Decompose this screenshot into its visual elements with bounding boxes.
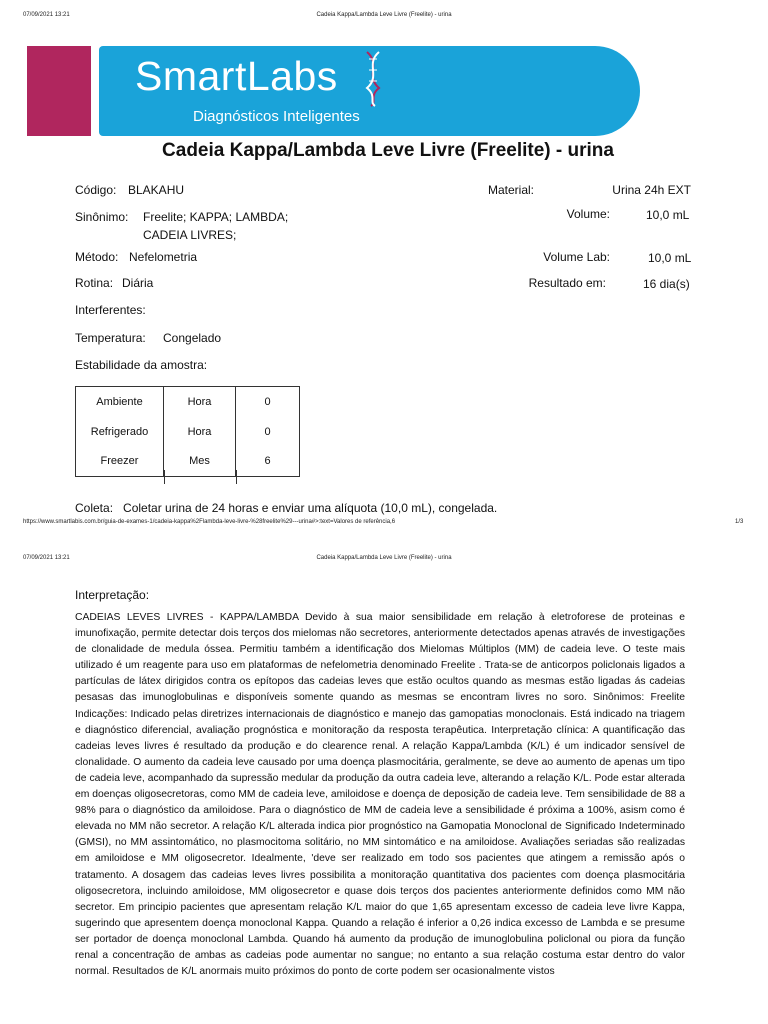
stability-unit: Mes (164, 447, 236, 477)
stability-env: Refrigerado (76, 417, 164, 447)
temperatura-label: Temperatura: (75, 331, 146, 345)
stability-unit: Hora (164, 417, 236, 447)
print-timestamp: 07/09/2021 13:21 (23, 12, 70, 18)
interpretacao-heading: Interpretação: (75, 588, 150, 602)
document-title: Cadeia Kappa/Lambda Leve Livre (Freelite) - urina (162, 140, 614, 161)
dna-helix-icon (363, 50, 383, 108)
table-row (76, 417, 300, 447)
print-timestamp: 07/09/2021 13:21 (23, 555, 70, 561)
sinonimo-value-line1: Freelite; KAPPA; LAMBDA; (143, 210, 289, 224)
stability-env: Freezer (76, 447, 164, 477)
sinonimo-label: Sinônimo: (75, 210, 129, 224)
sinonimo-value-line2: CADEIA LIVRES; (143, 228, 237, 242)
print-page-number: 1/3 (735, 519, 744, 525)
print-url[interactable]: https://www.smartlabis.com.br/guia-de-exames-1/cadeia-kappa%2Flambda-leve-livre-%28freelite%29---urina#>:text=Valores de referência,6 (23, 519, 396, 525)
logo-accent-square (27, 46, 91, 136)
material-label: Material: (488, 183, 535, 197)
stability-unit: Hora (164, 387, 236, 417)
volume-value: 10,0 mL (646, 208, 690, 222)
rotina-label: Rotina: (75, 276, 114, 290)
codigo-value: BLAKAHU (128, 183, 185, 197)
resultado-label: Resultado em: (528, 276, 606, 290)
table-row (76, 387, 300, 417)
stability-value: 0 (236, 387, 300, 417)
stability-value: 0 (236, 417, 300, 447)
volume-label: Volume: (566, 207, 610, 221)
metodo-label: Método: (75, 250, 119, 264)
metodo-value: Nefelometria (129, 250, 198, 264)
stability-env: Ambiente (76, 387, 164, 417)
volume-lab-label: Volume Lab: (543, 250, 610, 264)
volume-lab-value: 10,0 mL (648, 251, 692, 265)
material-value: Urina 24h EXT (612, 183, 691, 197)
coleta-instructions: Coleta: Coletar urina de 24 horas e enviar uma alíquota (10,0 mL), congelada. (75, 501, 498, 515)
interpretacao-text: CADEIAS LEVES LIVRES - KAPPA/LAMBDA Devido à sua maior sensibilidade em relação à eletroforese de proteinas e imunofixação, permite detectar dois terços dos mielomas não secretores, anteriormente detectados apenas através de investigações de clonalidade de medula óssea. Permitiu também a identificação dos Mielomas Múltiplos (MM) de cadeia leve. O teste mais utilizado é um reagente para uso em plataformas de nefelometria denominado Freelite . Trata-se de anticorpos policlonais ligados a partículas de látex dirigidos contra os epítopos das cadeias leves que estão ocultos quando as mesmas estão ligadas ás cadeias pesasas das imunoglobulinas e disponíveis somente quando as mesmas se encontram livres no soro. Sinônimos: Freelite Indicações: Indicado pelas diretrizes internacionais de diagnóstico e manejo das gamopatias monoclonais. Está indicado na triagem e diagnóstico diferencial, avaliação prognóstica e monitoração da resposta terapêutica. Interpretação clínica: A quantificação das cadeias leves livres é resultado da produção e do clearence renal. A relação Kappa/Lambda (K/L) é um indicador sensível de clonalidade. O aumento da cadeia leve causado por uma doença plasmocitária, geralmente, se deve ao aumento de apenas um tipo de cadeia leve, acompanhado da supressão medular da produção da outra cadeia leve, alterando a relação K/L. Pode estar alterada em doenças oligosecretoras, como MM de cadeia leve, amiloidose e doença de deposição de cadeia leve. Tem sensibilidade de 88 a 98% para o diagnóstico da amiloidose. Para o diagnóstico de MM de cadeia leve a sensibilidade é próxima a 100%, asism como é elevada no MM não secretor. A relação K/L alterada indica pior prognóstico na Gamopatia Monoclonal de Significado Indeterminado (GMSI), no MM assintomático, no plasmocitoma solitário, no MM sintomático e na amiloidose. Avaliações seriadas são realizadas em amiloidose e MM oligosecretor. Idealmente, 'deve ser realizado em todo sos pacientes que atingem a remissão após o tratamento. A dosagem das cadeias leves livres possibilita a monitoração quantitativa dos pacientes com doença plasmocitária oligosecretora, incluindo amiloidose, MM oligosecretor e quase dois terços dos pacientes anteriormente definidos como MM não secretor. Em principio pacientes que apresentam relação K/L maior do que 1,65 apresentam excesso de cadeia leve livre Kappa, sugerindo que apresentem doença monoclonal Kappa. Quando a relação é inferior a 0,26 indica excesso de Lambda e se presume ser portador de doença monoclonal Lambda. Quando há aumento da produção de imunoglobulina policlonal ou piora da função renal a concentração de ambas as cadeias pode aumentar no sangue; no entanto a sua relação costuma estar dentro do valor normal. Resultados de K/L anormais muito próximos do ponto de corte podem ser ocasionalmente vistos (75, 612, 685, 978)
rotina-value: Diária (122, 276, 154, 290)
table-cell-dividers (164, 470, 301, 484)
logo-tagline: Diagnósticos Inteligentes (193, 108, 360, 125)
print-page-title: Cadeia Kappa/Lambda Leve Livre (Freelite) - urina (316, 555, 452, 561)
print-page-title: Cadeia Kappa/Lambda Leve Livre (Freelite) - urina (316, 12, 452, 18)
logo-brand-name: SmartLabs (135, 53, 338, 99)
interferentes-label: Interferentes: (75, 303, 146, 317)
stability-value: 6 (236, 447, 300, 477)
estabilidade-label: Estabilidade da amostra: (75, 358, 208, 372)
stability-table (75, 386, 300, 477)
temperatura-value: Congelado (163, 331, 222, 345)
resultado-value: 16 dia(s) (643, 277, 690, 291)
codigo-label: Código: (75, 183, 117, 197)
